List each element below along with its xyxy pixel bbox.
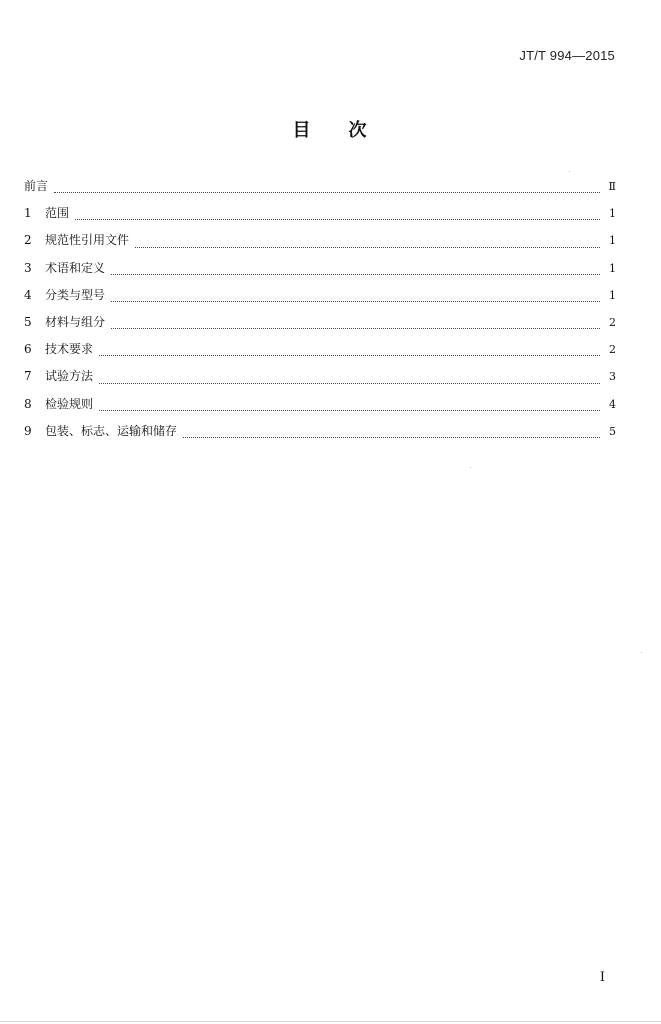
toc-entry-page: 1 [609,288,616,302]
page-number: I [599,970,605,985]
toc-entry-label: 术语和定义 [45,260,106,275]
toc-entry-page: 3 [609,370,616,384]
toc-entry-foreword[interactable] [24,176,616,203]
dot-leader [183,437,600,438]
toc-entry-label: 材料与组分 [45,314,106,329]
toc-entry-page: Ⅱ [608,180,616,193]
dot-leader [54,192,600,193]
dot-leader [75,219,600,220]
toc-entry-2[interactable] [24,230,616,257]
toc-entry-page: 2 [609,343,616,357]
toc-entry-page: 1 [609,234,616,248]
toc-entry-label: 包装、标志、运输和储存 [45,423,178,438]
table-of-contents [24,176,616,448]
toc-entry-7[interactable] [24,366,616,393]
toc-entry-label: 检验规则 [45,396,94,411]
toc-entry-page: 1 [609,261,616,275]
scan-speck [569,171,570,172]
toc-entry-number: 3 [24,260,32,275]
toc-entry-6[interactable] [24,339,616,366]
toc-entry-8[interactable] [24,394,616,421]
dot-leader [111,301,600,302]
toc-entry-number: 6 [24,342,32,357]
toc-entry-label: 规范性引用文件 [45,233,130,248]
toc-entry-label: 分类与型号 [45,287,106,302]
toc-entry-4[interactable] [24,285,616,312]
dot-leader [135,247,600,248]
toc-entry-label: 前言 [24,179,49,193]
toc-entry-label: 范围 [45,206,70,221]
toc-entry-page: 1 [609,207,616,221]
toc-entry-number: 8 [24,396,32,411]
toc-entry-number: 4 [24,287,32,302]
dot-leader [99,410,600,411]
toc-entry-number: 1 [24,206,32,221]
dot-leader [111,274,600,275]
standard-code: JT/T 994—2015 [519,48,615,63]
scan-speck [470,467,471,468]
toc-entry-page: 2 [609,315,616,329]
toc-entry-page: 5 [609,424,616,438]
toc-entry-label: 技术要求 [45,342,94,357]
page-edge [0,1021,661,1022]
dot-leader [99,355,600,356]
toc-entry-number: 7 [24,369,32,384]
dot-leader [111,328,600,329]
toc-title: 目次 [292,120,405,141]
toc-entry-number: 9 [24,423,32,438]
dot-leader [99,383,600,384]
toc-entry-5[interactable] [24,312,616,339]
toc-entry-9[interactable] [24,421,616,448]
scan-speck [641,652,642,653]
toc-entry-page: 4 [609,397,616,411]
toc-entry-1[interactable] [24,203,616,230]
toc-entry-label: 试验方法 [45,369,94,384]
toc-entry-number: 2 [24,233,32,248]
toc-entry-number: 5 [24,314,32,329]
toc-entry-3[interactable] [24,258,616,285]
